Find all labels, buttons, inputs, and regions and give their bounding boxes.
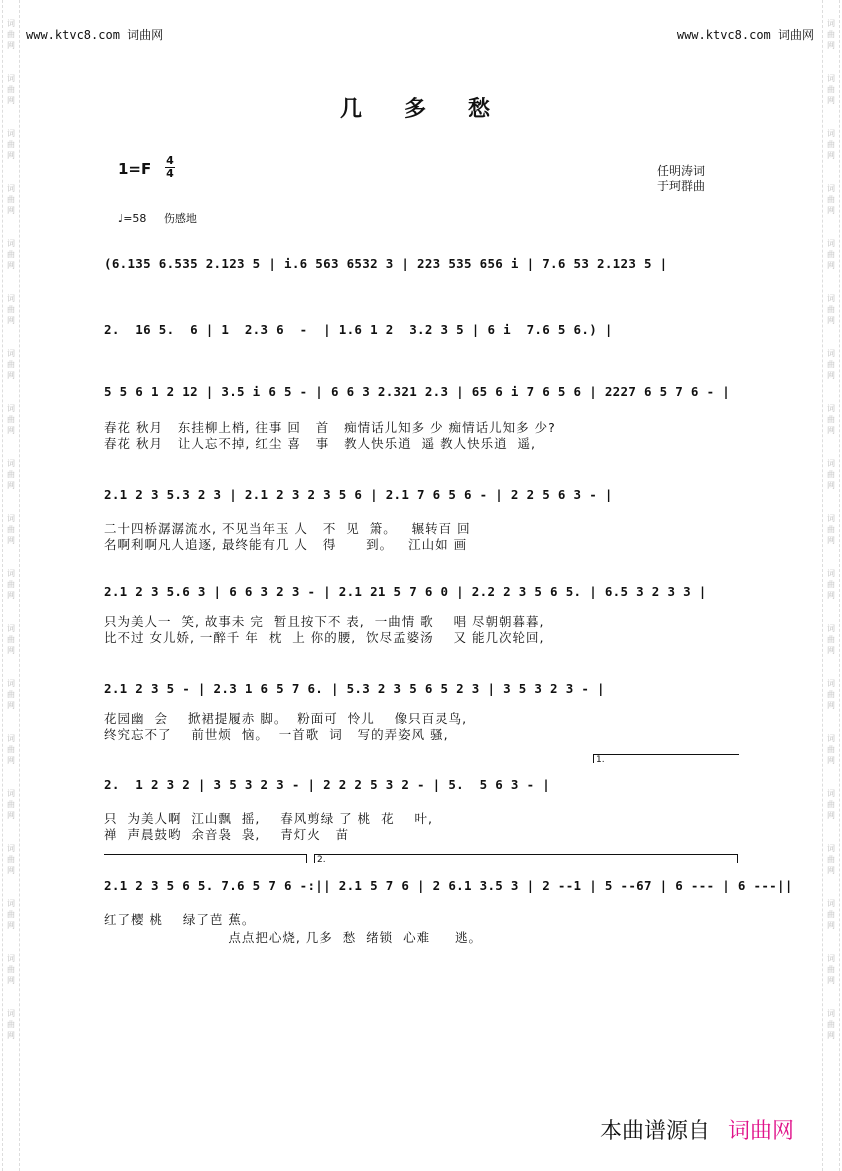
side-watermark-text: 词 曲 网 — [827, 789, 835, 820]
side-watermark-text: 词 曲 网 — [827, 734, 835, 765]
side-watermark-text: 词 曲 网 — [7, 624, 15, 655]
side-watermark-text: 词 曲 网 — [827, 129, 835, 160]
side-watermark-text: 词 曲 网 — [7, 404, 15, 435]
side-watermark-left — [2, 0, 20, 1171]
side-watermark-text: 词 曲 网 — [827, 569, 835, 600]
side-watermark-text: 词 曲 网 — [827, 459, 835, 490]
side-watermark-text: 词 曲 网 — [7, 734, 15, 765]
tempo-marking — [118, 210, 197, 226]
notation-line: 2.1 2 3 5.6 3 | 6 6 3 2 3 - | 2.1 21 5 7 6 0 | 2.2 2 3 5 6 5. | 6.5 3 2 3 3 | — [104, 584, 707, 599]
side-watermark-text: 词 曲 网 — [7, 349, 15, 380]
lyrics-verse-2: 点点把心烧, 几多 愁 绪锁 心难 逃。 — [104, 930, 482, 945]
notation-line: 2. 1 2 3 2 | 3 5 3 2 3 - | 2 2 2 5 3 2 - | 5. 5 6 3 - | — [104, 777, 551, 792]
lyrics-verse-2: 禅 声晨鼓哟 余音袅 袅, 青灯火 苗 — [104, 827, 350, 842]
side-watermark-text: 词 曲 网 — [827, 294, 835, 325]
side-watermark-text: 词 曲 网 — [827, 74, 835, 105]
footer-brand-link[interactable]: 词曲网 — [727, 1119, 794, 1144]
time-signature-bottom: 4 — [166, 167, 174, 180]
side-watermark-text: 词 曲 网 — [7, 789, 15, 820]
header-site-left[interactable]: www.ktvc8.com 词曲网 — [26, 28, 164, 42]
composer: 于珂群曲 — [657, 179, 706, 193]
side-watermark-text: 词 曲 网 — [827, 679, 835, 710]
side-watermark-text: 词 曲 网 — [827, 404, 835, 435]
lyrics-verse-1: 二十四桥潺潺流水, 不见当年玉 人 不 见 箫。 辗转百 回 — [104, 521, 471, 536]
side-watermark-text: 词 曲 网 — [827, 624, 835, 655]
lyrics-verse-1: 红了樱 桃 绿了芭 蕉。 — [104, 912, 256, 927]
side-watermark-text: 词 曲 网 — [827, 514, 835, 545]
lyricist: 任明涛词 — [657, 164, 706, 178]
side-watermark-text: 词 曲 网 — [827, 1009, 835, 1040]
lyrics-verse-2: 春花 秋月 让人忘不掉, 红尘 喜 事 教人快乐逍 遥 教人快乐逍 遥, — [104, 436, 536, 451]
credits — [657, 164, 705, 194]
side-watermark-text: 词 曲 网 — [7, 514, 15, 545]
side-watermark-right — [822, 0, 840, 1171]
volta-first-ending: 1. — [593, 754, 739, 763]
time-signature-top: 4 — [166, 154, 174, 167]
side-watermark-text: 词 曲 网 — [7, 569, 15, 600]
side-watermark-text: 词 曲 网 — [827, 239, 835, 270]
side-watermark-text: 词 曲 网 — [7, 844, 15, 875]
time-signature — [165, 155, 175, 180]
side-watermark-text: 词 曲 网 — [827, 184, 835, 215]
song-title: 几多愁 — [339, 97, 532, 122]
side-watermark-text: 词 曲 网 — [7, 239, 15, 270]
side-watermark-text: 词 曲 网 — [827, 954, 835, 985]
notation-line: (6.135 6.535 2.123 5 | i.6 563 6532 3 | 223 535 656 i | 7.6 53 2.123 5 | — [104, 256, 668, 271]
footer-source — [600, 1114, 794, 1145]
lyrics-verse-2: 名啊利啊凡人追逐, 最终能有几 人 得 到。 江山如 画 — [104, 537, 468, 552]
lyrics-verse-1: 只 为美人啊 江山飘 摇, 春风剪绿 了 桃 花 叶, — [104, 811, 433, 826]
lyrics-verse-2: 比不过 女儿娇, 一醉千 年 枕 上 你的腰, 饮尽孟婆汤 又 能几次轮回, — [104, 630, 545, 645]
side-watermark-text: 词 曲 网 — [827, 349, 835, 380]
key-signature: 1=F — [118, 160, 152, 178]
header-site-right[interactable]: www.ktvc8.com 词曲网 — [676, 28, 814, 42]
side-watermark-text: 词 曲 网 — [7, 899, 15, 930]
notation-line: 2.1 2 3 5 - | 2.3 1 6 5 7 6. | 5.3 2 3 5 6 5 2 3 | 3 5 3 2 3 - | — [104, 681, 605, 696]
volta-second-ending: 2. — [314, 854, 738, 863]
side-watermark-text: 词 曲 网 — [7, 184, 15, 215]
side-watermark-text: 词 曲 网 — [7, 679, 15, 710]
tempo-mood: 伤感地 — [163, 212, 197, 225]
side-watermark-text: 词 曲 网 — [7, 954, 15, 985]
notation-line: 5 5 6 1 2 12 | 3.5 i 6 5 - | 6 6 3 2.321 2.3 | 65 6 i 7 6 5 6 | 2227 6 5 7 6 - | — [104, 384, 731, 399]
notation-line: 2.1 2 3 5.3 2 3 | 2.1 2 3 2 3 5 6 | 2.1 7 6 5 6 - | 2 2 5 6 3 - | — [104, 487, 613, 502]
side-watermark-text: 词 曲 网 — [7, 1009, 15, 1040]
side-watermark-text: 词 曲 网 — [827, 899, 835, 930]
side-watermark-text: 词 曲 网 — [7, 19, 15, 50]
lyrics-verse-1: 春花 秋月 东挂柳上梢, 往事 回 首 痴情话儿知多 少 痴情话儿知多 少? — [104, 420, 556, 435]
footer-text: 本曲谱源自 — [599, 1119, 710, 1144]
tempo-bpm: ♩=58 — [118, 212, 147, 225]
side-watermark-text: 词 曲 网 — [827, 844, 835, 875]
lyrics-verse-1: 只为美人一 笑, 故事未 完 暂且按下不 表, 一曲情 歌 唱 尽朝朝暮暮, — [104, 614, 545, 629]
side-watermark-text: 词 曲 网 — [827, 19, 835, 50]
side-watermark-text: 词 曲 网 — [7, 294, 15, 325]
notation-line: 2. 16 5. 6 | 1 2.3 6 - | 1.6 1 2 3.2 3 5 | 6 i 7.6 5 6.) | — [104, 322, 613, 337]
side-watermark-text: 词 曲 网 — [7, 459, 15, 490]
lyrics-verse-1: 花园幽 会 掀裙提履赤 脚。 粉面可 怜儿 像只百灵鸟, — [104, 711, 468, 726]
side-watermark-text: 词 曲 网 — [7, 74, 15, 105]
volta-first-ending-bracket — [104, 854, 307, 863]
notation-line: 2.1 2 3 5 6 5. 7.6 5 7 6 -:|| 2.1 5 7 6 | 2 6.1 3.5 3 | 2 --1 | 5 --67 | 6 --- | 6 ---|| — [104, 878, 793, 893]
side-watermark-text: 词 曲 网 — [7, 129, 15, 160]
lyrics-verse-2: 终究忘不了 前世烦 恼。 一首歌 词 写的弄姿风 骚, — [104, 727, 449, 742]
